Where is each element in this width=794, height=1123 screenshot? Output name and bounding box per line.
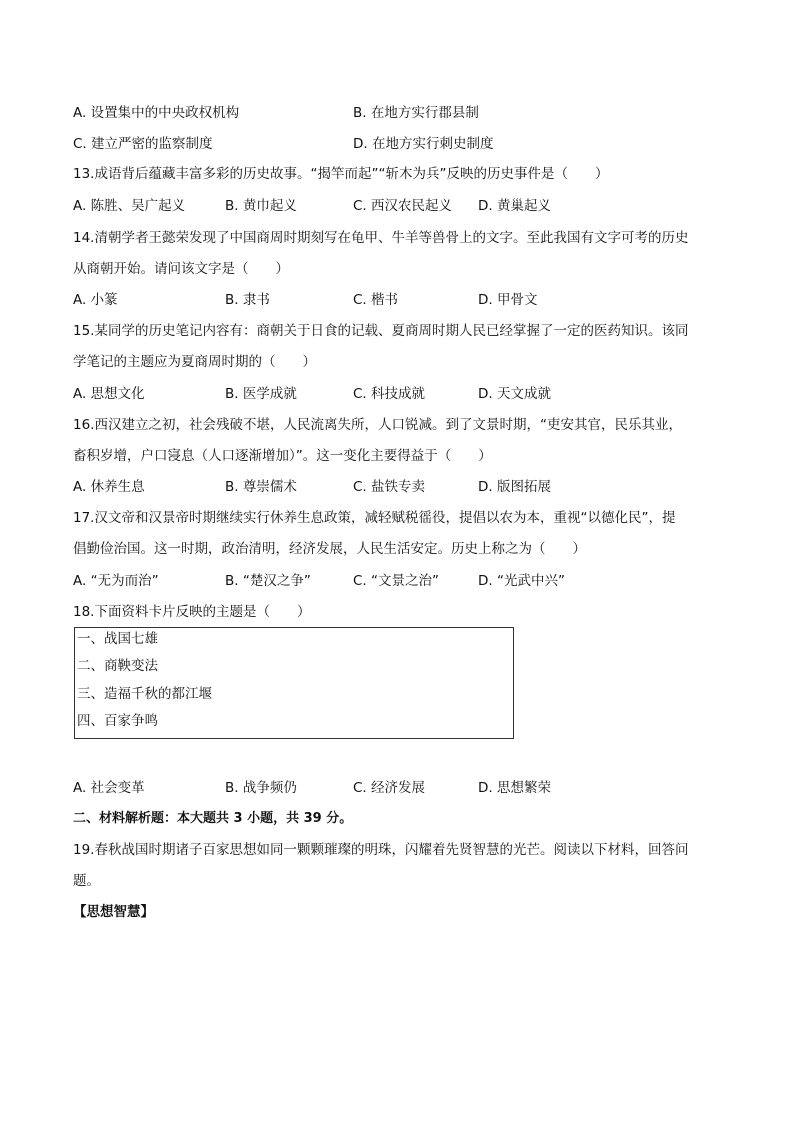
q16-option-d: D. 版图拓展 (478, 479, 551, 495)
q18-option-b: B. 战争频仍 (225, 780, 297, 796)
q16-stem-line-1: 16.西汉建立之初，社会残破不堪，人民流离失所，人口锐减。到了文景时期，“吏安其官，民乐其业， (73, 417, 682, 433)
q15-stem-line-1: 15.某同学的历史笔记内容有：商朝关于日食的记载、夏商周时期人民已经掌握了一定的医药知识。该同 (73, 323, 689, 339)
q19-stem-line-1: 19.春秋战国时期诸子百家思想如同一颗颗璀璨的明珠，闪耀着先贤智慧的光芒。阅读以下材料，回答问 (73, 842, 689, 858)
q17-option-a: A. “无为而治” (73, 573, 159, 589)
q12-option-c: C. 建立严密的监察制度 (73, 136, 213, 152)
q16-option-b: B. 尊崇儒术 (225, 479, 297, 495)
card-item: 二、商鞅变法 (77, 658, 158, 674)
q19-subheading: 【思想智慧】 (73, 904, 154, 920)
q17-option-d: D. “光武中兴” (478, 573, 565, 589)
q17-stem-line-1: 17.汉文帝和汉景帝时期继续实行休养生息政策，减轻赋税徭役，提倡以农为本，重视“以德化民”，提 (73, 510, 676, 526)
q13-stem: 13.成语背后蕴藏丰富多彩的历史故事。“揭竿而起”“斩木为兵”反映的历史事件是（ ） (73, 166, 609, 182)
q16-option-c: C. 盐铁专卖 (353, 479, 426, 495)
q14-option-a: A. 小篆 (73, 292, 118, 308)
q14-option-b: B. 隶书 (225, 292, 270, 308)
q16-option-a: A. 休养生息 (73, 479, 145, 495)
q13-option-b: B. 黄巾起义 (225, 198, 297, 214)
q12-option-b: B. 在地方实行郡县制 (353, 105, 479, 121)
q19-stem-line-2: 题。 (73, 873, 100, 889)
q16-stem-line-2: 畜积岁增，户口寖息（人口逐渐增加）”。这一变化主要得益于（ ） (73, 448, 492, 464)
q15-option-b: B. 医学成就 (225, 386, 297, 402)
q18-stem: 18.下面资料卡片反映的主题是（ ） (73, 604, 311, 620)
q13-option-c: C. 西汉农民起义 (353, 198, 453, 214)
card-item: 一、战国七雄 (77, 631, 158, 647)
q17-option-c: C. “文景之治” (353, 573, 439, 589)
card-item: 四、百家争鸣 (77, 713, 158, 729)
q15-stem-line-2: 学笔记的主题应为夏商周时期的（ ） (73, 354, 316, 370)
q18-option-a: A. 社会变革 (73, 780, 145, 796)
q18-material-card (74, 627, 514, 739)
card-item: 三、造福千秋的都江堰 (77, 686, 212, 702)
q13-option-a: A. 陈胜、吴广起义 (73, 198, 186, 214)
q14-option-d: D. 甲骨文 (478, 292, 538, 308)
q14-option-c: C. 楷书 (353, 292, 399, 308)
q12-option-d: D. 在地方实行刺史制度 (353, 136, 494, 152)
q14-stem-line-2: 从商朝开始。请问该文字是（ ） (73, 261, 289, 277)
q17-option-b: B. “楚汉之争” (225, 573, 311, 589)
q18-option-d: D. 思想繁荣 (478, 780, 551, 796)
q15-option-a: A. 思想文化 (73, 386, 145, 402)
q13-option-d: D. 黄巢起义 (478, 198, 551, 214)
section-heading: 二、材料解析题：本大题共 3 小题，共 39 分。 (73, 811, 353, 826)
q17-stem-line-2: 倡勤俭治国。这一时期，政治清明，经济发展，人民生活安定。历史上称之为（ ） (73, 541, 586, 557)
q15-option-c: C. 科技成就 (353, 386, 426, 402)
q18-option-c: C. 经济发展 (353, 780, 426, 796)
q14-stem-line-1: 14.清朝学者王懿荣发现了中国商周时期刻写在龟甲、牛羊等兽骨上的文字。至此我国有文字可考的历史 (73, 230, 689, 246)
q12-option-a: A. 设置集中的中央政权机构 (73, 105, 240, 121)
q15-option-d: D. 天文成就 (478, 386, 551, 402)
